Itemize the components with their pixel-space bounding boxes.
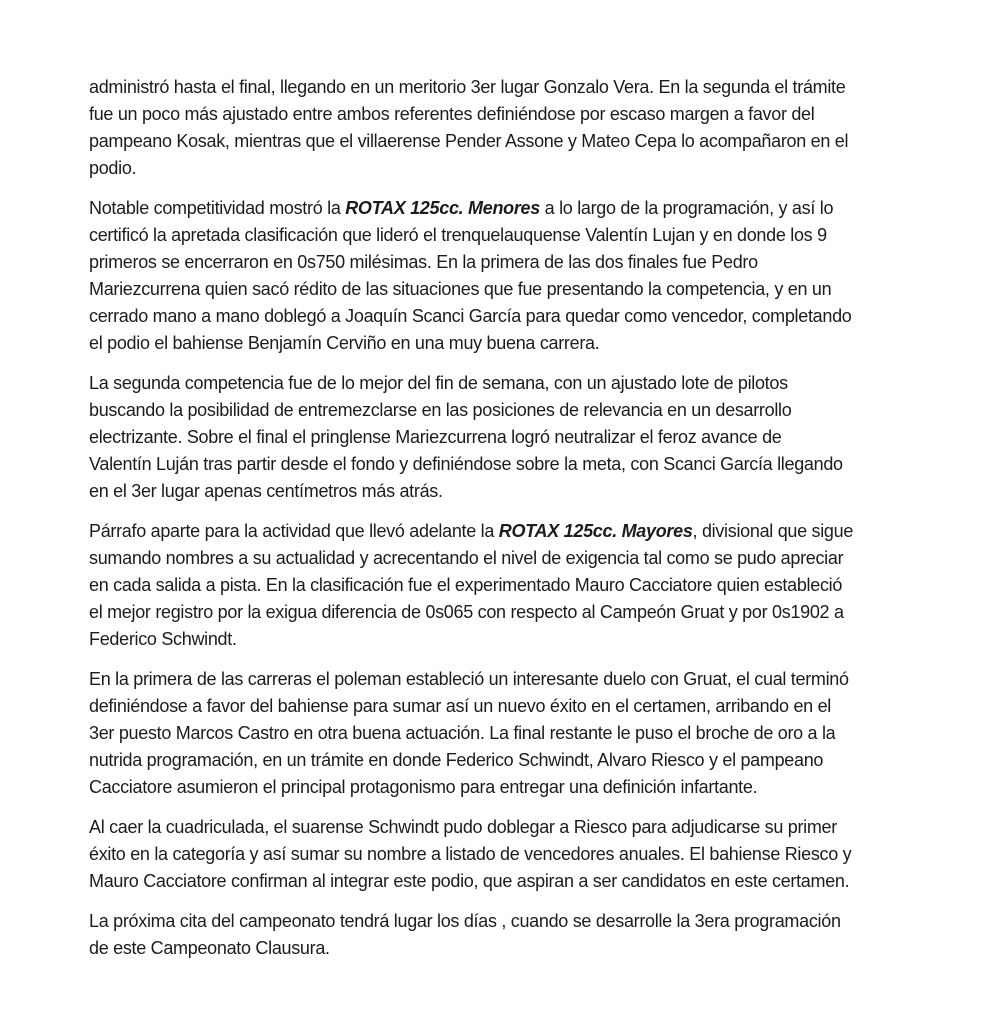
text-line: en el 3er lugar apenas centímetros más atrás. [89,481,443,501]
text-line: el mejor registro por la exigua diferencia de 0s065 con respecto al Campeón Gruat y por 0s1902 a [89,602,844,622]
text-line: en cada salida a pista. En la clasificación fue el experimentado Mauro Cacciatore quien estableció [89,575,843,595]
text-line [89,518,959,545]
text-line: 3er puesto Marcos Castro en otra buena actuación. La final restante le puso el broche de oro a la [89,723,836,743]
text-line: fue un poco más ajustado entre ambos referentes definiéndose por escaso margen a favor del [89,104,815,124]
text-line: nutrida programación, en un trámite en donde Federico Schwindt, Alvaro Riesco y el pampeano [89,750,824,770]
text-line: pampeano Kosak, mientras que el villaerense Pender Assone y Mateo Cepa lo acompañaron en el [89,131,849,151]
rotax-menores-highlight: ROTAX 125cc. Menores [345,198,540,218]
text-line: definiéndose a favor del bahiense para sumar así un nuevo éxito en el certamen, arribando en el [89,696,831,716]
text-run: a lo largo de la programación, y así lo [539,198,834,218]
paragraph-5 [89,666,959,801]
paragraph-6 [89,814,959,895]
rotax-mayores-highlight: ROTAX 125cc. Mayores [498,521,693,541]
paragraph-4 [89,518,959,653]
text-line: La próxima cita del campeonato tendrá lugar los días , cuando se desarrolle la 3era programación [89,911,841,931]
text-line: administró hasta el final, llegando en un meritorio 3er lugar Gonzalo Vera. En la segunda el trámite [89,77,846,97]
text-line: éxito en la categoría y así sumar su nombre a listado de vencedores anuales. El bahiense Riesco y [89,844,852,864]
text-line: primeros se encerraron en 0s750 milésimas. En la primera de las dos finales fue Pedro [89,252,758,272]
text-line: Cacciatore asumieron el principal protagonismo para entregar una definición infartante. [89,777,758,797]
text-line: Mauro Cacciatore confirman al integrar este podio, que aspiran a ser candidatos en este certamen. [89,871,850,891]
text-line: En la primera de las carreras el poleman estableció un interesante duelo con Gruat, el cual terminó [89,669,849,689]
text-line: de este Campeonato Clausura. [89,938,330,958]
paragraph-7 [89,908,959,962]
text-line: sumando nombres a su actualidad y acrecentando el nivel de exigencia tal como se pudo apreciar [89,548,844,568]
text-line [89,195,959,222]
paragraph-1 [89,74,959,182]
paragraph-3 [89,370,959,505]
text-run: Párrafo aparte para la actividad que llevó adelante la [89,521,499,541]
text-line: electrizante. Sobre el final el pringlense Mariezcurrena logró neutralizar el feroz avance de [89,427,782,447]
text-line: La segunda competencia fue de lo mejor del fin de semana, con un ajustado lote de pilotos [89,373,788,393]
text-line: certificó la apretada clasificación que lideró el trenquelauquense Valentín Lujan y en donde los 9 [89,225,827,245]
text-line: Mariezcurrena quien sacó rédito de las situaciones que fue presentando la competencia, y en un [89,279,832,299]
text-line: Federico Schwindt. [89,629,237,649]
text-line: Valentín Luján tras partir desde el fondo y definiéndose sobre la meta, con Scanci García llegando [89,454,843,474]
text-line: podio. [89,158,137,178]
text-run: , divisional que sigue [692,521,854,541]
text-line: Al caer la cuadriculada, el suarense Schwindt pudo doblegar a Riesco para adjudicarse su primer [89,817,837,837]
paragraph-2 [89,195,959,357]
text-line: cerrado mano a mano doblegó a Joaquín Scanci García para quedar como vencedor, completando [89,306,852,326]
text-line: el podio el bahiense Benjamín Cerviño en una muy buena carrera. [89,333,600,353]
text-line: buscando la posibilidad de entremezclarse en las posiciones de relevancia en un desarrollo [89,400,792,420]
article-body [89,74,959,975]
text-run: Notable competitividad mostró la [89,198,346,218]
